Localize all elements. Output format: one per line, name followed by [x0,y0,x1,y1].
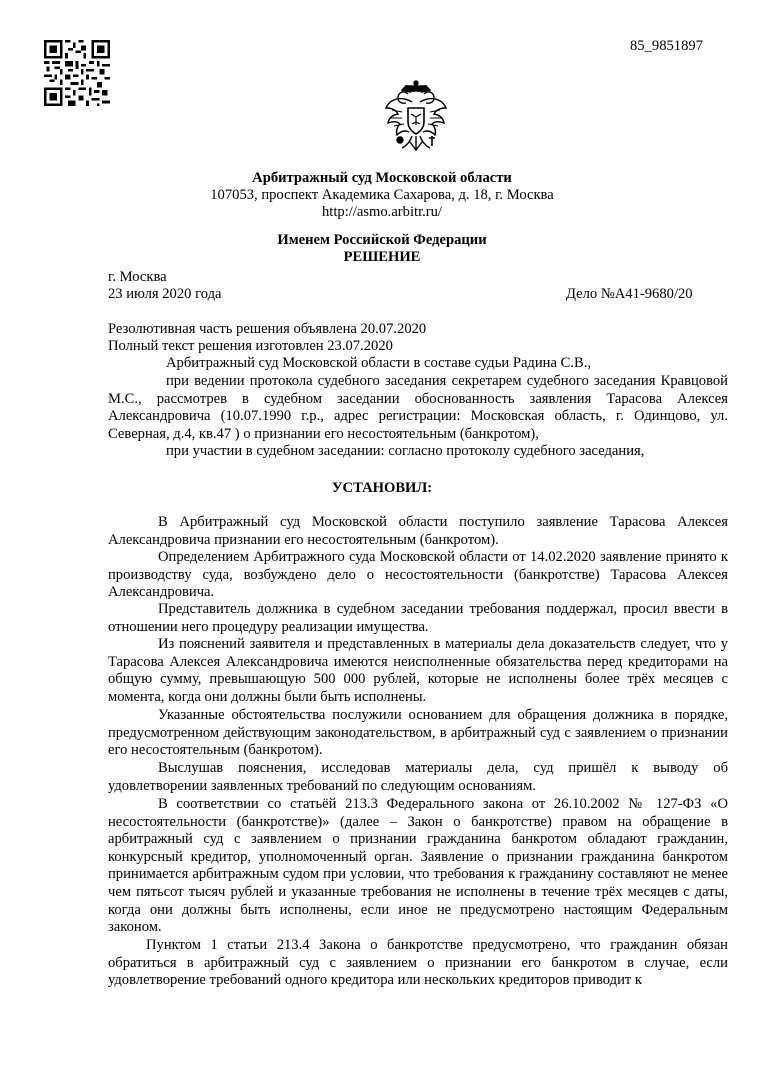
formula-heading: Именем Российской Федерации [277,232,487,248]
case-number: Дело №А41-9680/20 [566,286,693,302]
paragraph: Из пояснений заявителя и представленных в материалы дела доказательств следует, что у Тарасова Алексея Александровича имеются неисполненные обязательства перед кредиторами на общую сумму, превышающую 500 000 рублей, которые не исполнены более трёх месяцев с момента, когда они должны были быть исполнены. [108,636,728,705]
paragraph: В Арбитражный суд Московской области поступило заявление Тарасова Алексея Александровича признании его несостоятельным (банкротом). [108,514,728,548]
established-heading: УСТАНОВИЛ: [331,480,433,496]
paragraph: Пунктом 1 статьи 213.4 Закона о банкротстве предусмотрено, что гражданин обязан обратиться в арбитражный суд с заявлением о признании его банкротом в случае, если удовлетворение требований одного кредитора или нескольких кредиторов приводит к [108,937,728,989]
full-text-date: Полный текст решения изготовлен 23.07.2020 [108,338,393,354]
court-address: 107053, проспект Академика Сахарова, д. 18, г. Москва [210,187,554,203]
qr-code-icon [44,40,110,106]
court-composition: Арбитражный суд Московской области в составе судьи Радина С.В., [166,355,592,371]
court-name: Арбитражный суд Московской области [252,170,512,186]
paragraph: Определением Арбитражного суда Московской области от 14.02.2020 заявление принято к производству суда, возбуждено дело о несостоятельности (банкротстве) Тарасова Алексея Александровича. [108,549,728,601]
paragraph: Выслушав пояснения, исследовав материалы дела, суд пришёл к выводу об удовлетворении заявленных требований по следующим основаниям. [108,760,728,794]
russian-coat-of-arms-icon [384,80,448,156]
paragraph: В соответствии со статьёй 213.3 Федерального закона от 26.10.2002 № 127-ФЗ «О несостоятельности (банкротстве)» (далее – Закон о банкротстве) правом на обращение в арбитражный суд с заявлением о признании гражданина банкротом обладают гражданин, конкурсный кредитор, уполномоченный орган. Заявление о признании гражданина банкротом принимается арбитражным судом при условии, что требования к гражданину составляют не менее чем пятьсот тысяч рублей и указанные требования не исполнены в течение трёх месяцев с даты, когда они должны быть исполнены, если иное не предусмотрено настоящим Федеральным законом. [108,796,728,936]
protocol-paragraph: при ведении протокола судебного заседания секретарем судебного заседания Кравцовой М.С., рассмотрев в судебном заседании обоснованность заявления Тарасова Алексея Александровича (10.07.1990 г.р., адрес регистрации: Московская область, г. Одинцово, ул. Северная, д.4, кв.47 ) о признании его несостоятельным (банкротом), [108,373,728,442]
resolution-announced: Резолютивная часть решения объявлена 20.07.2020 [108,321,427,337]
participants: при участии в судебном заседании: согласно протоколу судебного заседания, [166,443,645,459]
court-website[interactable]: http://asmo.arbitr.ru/ [322,204,442,220]
document-title: РЕШЕНИЕ [343,249,421,265]
decision-date: 23 июля 2020 года [108,286,222,302]
paragraph: Представитель должника в судебном заседании требования поддержал, просил ввести в отношении него процедуру реализации имущества. [108,601,728,635]
city: г. Москва [108,269,167,285]
document-id: 85_9851897 [630,38,703,54]
paragraph: Указанные обстоятельства послужили основанием для обращения должника в порядке, предусмотренном действующим законодательством, в арбитражный суд с заявлением о признании его несостоятельным (банкротом). [108,707,728,759]
